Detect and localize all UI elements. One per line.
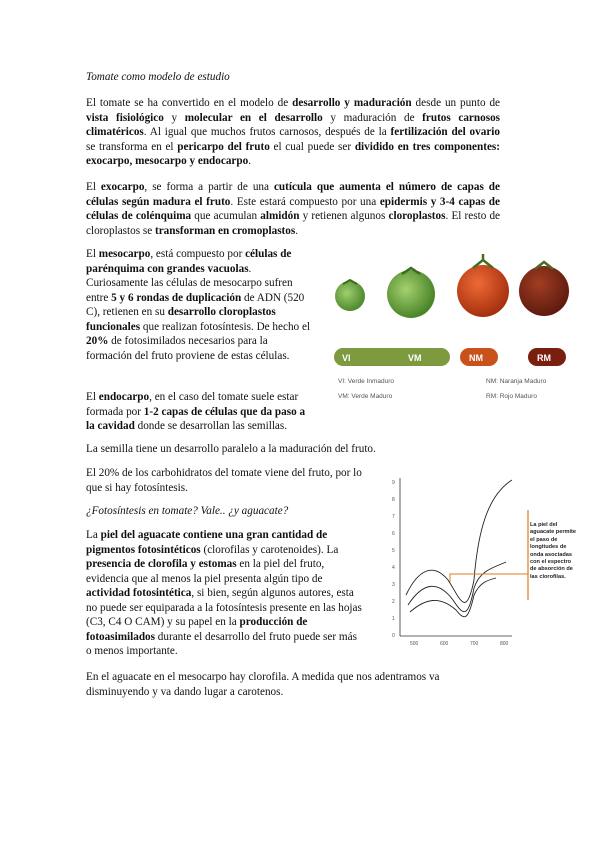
xtick-600: 600	[440, 641, 449, 647]
para2-run-2: , se forma a partir de una	[144, 181, 274, 193]
para1-run-11: pericarpo del fruto	[177, 140, 270, 153]
ytick-9: 9	[392, 480, 395, 486]
avocado-skin-paragraph	[86, 528, 364, 659]
para3-run-0: El	[86, 248, 99, 260]
para2-run-5: epidermis y 3-4 capas de células de colénquima	[86, 195, 500, 222]
tomato-vi	[335, 280, 365, 311]
para1-run-9: fertilización del ovario	[390, 126, 500, 138]
para2-run-4: . Este estará compuesto por una	[230, 195, 380, 208]
para2-run-1: exocarpo	[100, 181, 145, 193]
para4-run-4: donde se desarrollan las semillas.	[134, 420, 288, 432]
transmittance-graph	[378, 470, 578, 650]
avocado-subtitle: ¿Fotosíntesis en tomate? Vale.. ¿y aguacate?	[86, 505, 289, 517]
para2-run-0: El	[86, 181, 101, 193]
xtick-700: 700	[470, 641, 479, 647]
para1-run-7: frutos carnosos climatéricos	[86, 111, 501, 138]
para1-run-10: se transforma en el	[86, 140, 178, 153]
ytick-7: 7	[392, 514, 395, 520]
ytick-4: 4	[392, 565, 395, 571]
para3-run-2: , está compuesto por	[150, 248, 246, 260]
para1-run-13: dividido en tres componentes: exocarpo, mesocarpo y endocarpo	[86, 140, 500, 167]
para3-run-4: . Curiosamente las células de mesocarpo sufren entre	[86, 262, 293, 304]
para4-run-3: 1-2 capas de células que da paso a la cavidad	[86, 405, 306, 432]
para1-run-1: desarrollo y maduración	[292, 97, 412, 109]
para3-run-7: desarrollo cloroplastos funcionales	[86, 306, 276, 333]
para7-run-1: piel del aguacate contiene una gran cantidad de pigmentos fotosintéticos	[86, 529, 328, 556]
stage-label-nm: NM	[469, 353, 483, 363]
para7-run-2: (clorofilas y carotenoides). La	[200, 543, 339, 556]
graph-curve-middle	[408, 562, 506, 612]
xtick-500: 500	[410, 641, 419, 647]
para2-run-12: .	[295, 224, 299, 237]
page-title: Tomate como modelo de estudio	[86, 71, 230, 83]
para1-run-6: y maduración de	[322, 111, 423, 124]
graph-curve-upper	[406, 480, 512, 602]
para1-run-14: .	[248, 155, 251, 167]
para1-run-5: molecular en el desarrollo	[184, 111, 323, 124]
para2-run-8: y retienen algunos	[299, 210, 389, 222]
para1-run-2: desde un punto de	[411, 97, 501, 109]
para2-run-6: que acumulan	[191, 210, 261, 222]
para7-run-4: en la piel del fruto, evidencia que al menos la piel presenta algún tipo de	[86, 558, 325, 585]
graph-curve-lower	[410, 578, 496, 617]
endocarpo-paragraph	[86, 390, 314, 434]
para3-run-9: 20%	[86, 335, 109, 347]
stage-label-vi: VI	[342, 353, 351, 363]
para4-run-0: El	[86, 391, 99, 403]
para7-run-0: La	[86, 529, 101, 541]
tomato-rm	[519, 262, 569, 316]
para1-run-12: el cual puede ser	[269, 140, 355, 153]
tomato-vm	[387, 268, 435, 318]
tomato-ripening-figure	[330, 248, 570, 408]
para1-run-4: y	[163, 111, 185, 124]
ytick-0: 0	[392, 633, 395, 639]
callout-connector	[450, 544, 528, 582]
tomato-nm	[457, 254, 509, 317]
stage-label-rm: RM	[537, 353, 551, 363]
green-stage-bar	[334, 348, 450, 366]
stage-label-vm: VM	[408, 353, 422, 363]
para2-run-7: almidón	[260, 210, 300, 222]
para2-run-9: cloroplastos	[388, 210, 446, 222]
para7-run-3: presencia de clorofila y estomas	[86, 558, 237, 570]
xtick-800: 800	[500, 641, 509, 647]
para4-run-2: , en el caso del tomate suele estar formada por	[86, 391, 299, 418]
para7-run-5: actividad fotosintética	[86, 587, 192, 599]
ytick-8: 8	[392, 497, 395, 503]
exocarpo-paragraph	[86, 180, 500, 238]
para3-run-5: 5 y 6 rondas de duplicación	[111, 291, 242, 304]
para3-run-1: mesocarpo	[98, 248, 151, 260]
para2-run-10: . El resto de cloroplastos se	[86, 210, 500, 237]
para7-run-7: producción de fotoasimilados	[86, 616, 308, 643]
intro-paragraph	[86, 96, 500, 169]
para1-run-3: vista fisiológico	[86, 111, 164, 124]
callout-text: La piel del aguacate permite el paso de longitudes de onda asociadas con el espectro de absorción de las clorofilas.	[530, 522, 577, 580]
para3-run-10: de fotosimilados necesarios para la formación del fruto proviene de estas células.	[86, 335, 290, 362]
carbohydrates-paragraph: El 20% de los carbohidratos del tomate viene del fruto, por lo que si hay fotosíntesis.	[86, 467, 362, 494]
ytick-6: 6	[392, 531, 395, 537]
ytick-5: 5	[392, 548, 395, 554]
para3-run-6: de ADN (520 C), retienen en su	[86, 291, 305, 318]
para1-run-0: El tomate se ha convertido en el modelo de	[86, 97, 293, 109]
seed-paragraph: La semilla tiene un desarrollo paralelo a la maduración del fruto.	[86, 443, 376, 455]
para3-run-8: que realizan fotosíntesis. De hecho el	[140, 320, 311, 333]
mesocarpo-paragraph	[86, 247, 314, 363]
para1-run-8: . Al igual que muchos frutos carnosos, después de la	[143, 126, 391, 138]
ytick-3: 3	[392, 582, 395, 588]
para2-run-11: transforman en cromoplastos	[154, 224, 296, 237]
para7-run-6: , si bien, según algunos autores, esta no puede ser equiparada a la fotosíntesis presente en las hojas (C3, C4 O CAM) y su papel en la	[86, 587, 362, 628]
para3-run-3: células de parénquima con grandes vacuolas	[86, 248, 292, 275]
ytick-1: 1	[392, 616, 395, 622]
ytick-2: 2	[392, 599, 395, 605]
avocado-mesocarp-paragraph: En el aguacate en el mesocarpo hay clorofila. A medida que nos adentramos va disminuyendo y va dando lugar a carotenos.	[86, 671, 440, 698]
legend-vi: VI: Verde Inmaduro	[338, 378, 395, 385]
legend-nm: NM: Naranja Maduro	[486, 378, 547, 385]
legend-vm: VM: Verde Maduro	[338, 393, 393, 400]
legend-rm: RM: Rojo Maduro	[486, 393, 537, 400]
para4-run-1: endocarpo	[98, 391, 150, 403]
para2-run-3: cutícula que aumenta el número de capas de células según madura el fruto	[86, 181, 500, 208]
para7-run-8: durante el desarrollo del fruto puede ser más o menos importante.	[86, 630, 357, 657]
